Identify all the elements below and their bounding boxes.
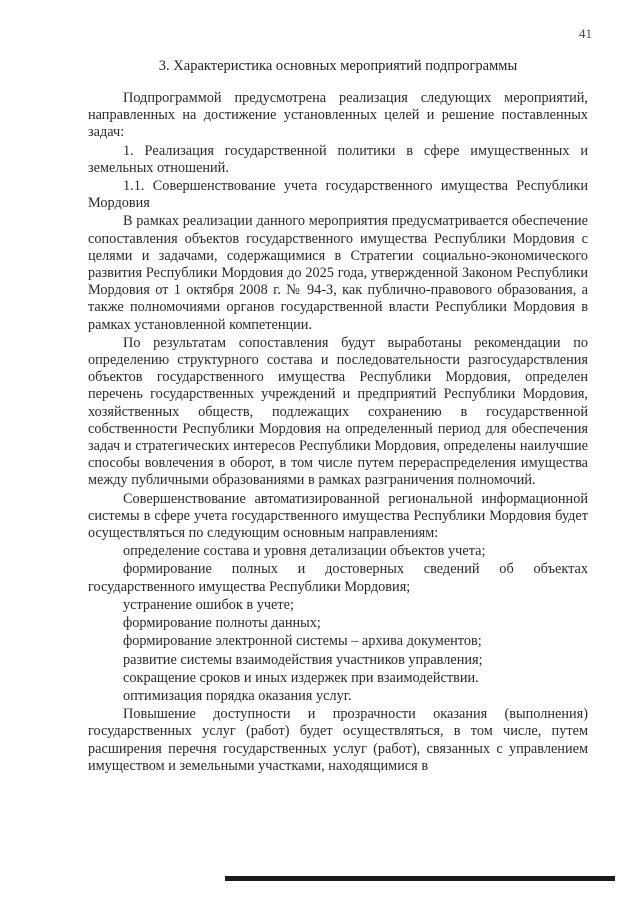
list-item: формирование полноты данных; <box>123 615 321 632</box>
list-item: устранение ошибок в учете; <box>123 596 294 613</box>
measure-1-1-paragraph: 1.1. Совершенствование учета государственного имущества Республики Мордовия <box>88 178 588 212</box>
intro-paragraph: Подпрограммой предусмотрена реализация следующих мероприятий, направленных на достижение установленных целей и решение поставленных задач: <box>88 90 588 141</box>
list-item: сокращение сроков и иных издержек при взаимодействии. <box>123 669 479 686</box>
list-item: оптимизация порядка оказания услуг. <box>123 687 352 704</box>
list-item: формирование электронной системы – архива документов; <box>123 633 482 650</box>
list-item: развитие системы взаимодействия участников управления; <box>123 651 483 668</box>
body-paragraph: Повышение доступности и прозрачности оказания (выполнения) государственных услуг (работ) будет осуществляться, в том числе, путем расширения перечня государственных услуг (работ), связанных с управлением имуществом и земельными участками, находящимися в <box>88 706 588 774</box>
body-paragraph: Совершенствование автоматизированной региональной информационной системы в сфере учета государственного имущества Республики Мордовия будет осуществляться по следующим основным направлениям: <box>88 490 588 542</box>
body-paragraph: По результатам сопоставления будут выработаны рекомендации по определению структурного состава и последовательности разгосударствления объектов государственного имущества Республики Мордовия, определен перечень государственных учреждений и предприятий Республики Мордовия, хозяйственных обществ, подлежащих сохранению в государственной собственности Республики Мордовия на определенный период для обеспечения задач и стратегических интересов Республики Мордовия, определены наилучшие способы вовлечения в оборот, в том числе путем перераспределения имущества между публичными образованиями в рамках разграничения полномочий. <box>88 334 588 489</box>
bottom-rule <box>225 876 615 881</box>
body-paragraph: В рамках реализации данного мероприятия предусматривается обеспечение сопоставления объектов государственного имущества Республики Мордовия с целями и задачами, содержащимися в Стратегии социально-экономического развития Республики Мордовия до 2025 года, утвержденной Законом Республики Мордовия от 1 октября 2008 г. № 94-З, как публично-правового образования, а также полномочиями органов государственной власти Республики Мордовия в рамках установленной компетенции. <box>88 213 588 333</box>
measure-1-paragraph: 1. Реализация государственной политики в сфере имущественных и земельных отношений. <box>88 142 588 176</box>
page-number: 41 <box>579 26 592 41</box>
list-item: определение состава и уровня детализации объектов учета; <box>123 543 486 560</box>
list-item: формирование полных и достоверных сведений об объектах государственного имущества Республики Мордовия; <box>88 561 588 595</box>
document-body <box>88 90 588 776</box>
section-heading: 3. Характеристика основных мероприятий подпрограммы <box>158 58 518 74</box>
